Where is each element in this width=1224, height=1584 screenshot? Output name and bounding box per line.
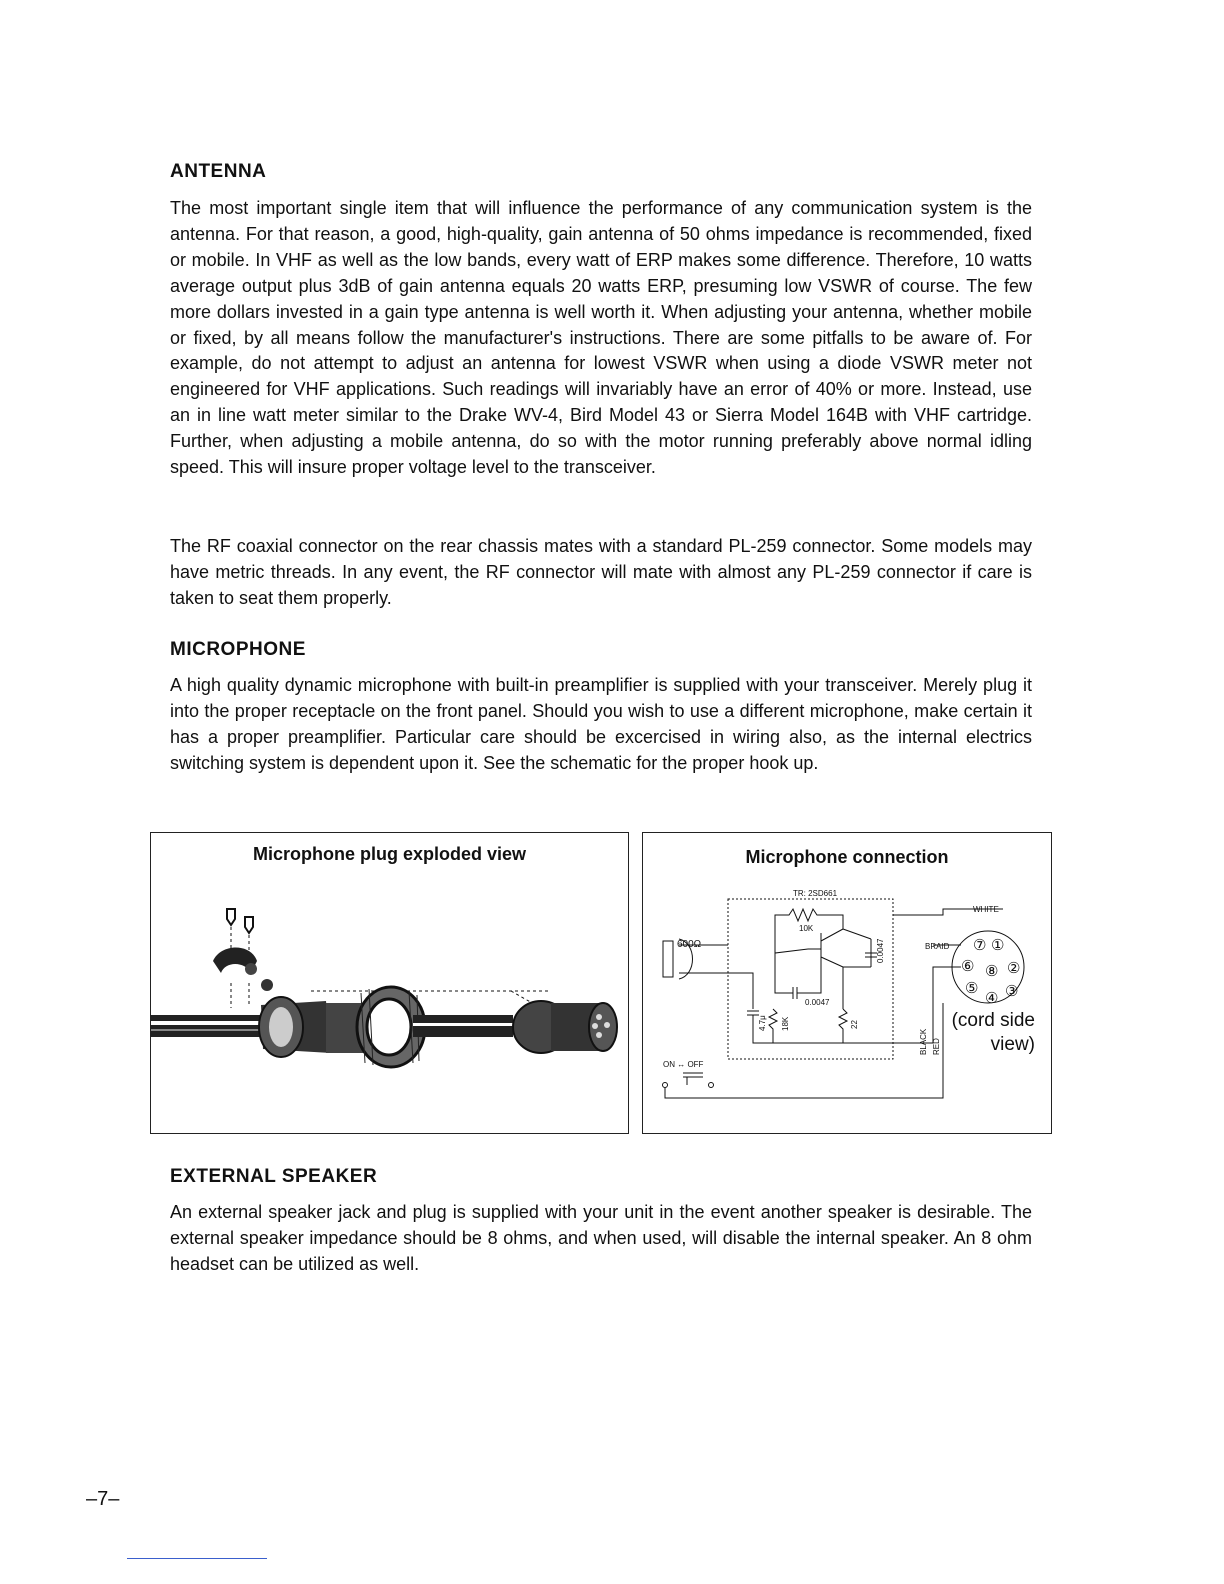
antenna-paragraph-2: The RF coaxial connector on the rear chassis mates with a standard PL-259 connector. Some models may have metric threads. In any event, the RF connector will mate with almost any PL-259 connector if care is taken to seat them properly. bbox=[170, 536, 1032, 608]
transistor-label: TR: 2SD661 bbox=[793, 889, 838, 898]
microphone-heading: MICROPHONE bbox=[170, 639, 306, 660]
cap-0047-vertical-label: 0.0047 bbox=[876, 938, 885, 963]
wire-black-label: BLACK bbox=[919, 1028, 928, 1055]
mic-schematic bbox=[643, 833, 1050, 1133]
cap-47u-label: 4.7μ bbox=[758, 1015, 767, 1031]
pin-6: ⑥ bbox=[961, 958, 975, 975]
pin-8: ⑧ bbox=[985, 963, 999, 980]
pin-5: ⑤ bbox=[965, 980, 979, 997]
wire-braid-label: BRAID bbox=[925, 942, 950, 951]
cord-note-line-2: view) bbox=[990, 1034, 1035, 1055]
external-speaker-heading: EXTERNAL SPEAKER bbox=[170, 1166, 378, 1187]
antenna-heading: ANTENNA bbox=[170, 161, 267, 182]
wire-white-label: WHITE bbox=[973, 905, 999, 914]
resistor-22-label: 22 bbox=[850, 1020, 859, 1029]
mic-connection-figure bbox=[642, 832, 1052, 1134]
pin-3: ③ bbox=[1005, 983, 1019, 1000]
switch-label: ON ↔ OFF bbox=[663, 1060, 704, 1069]
connection-figure-title: Microphone connection bbox=[745, 847, 949, 867]
pin-7: ⑦ bbox=[973, 937, 987, 954]
plug-exploded-illustration bbox=[151, 833, 627, 1133]
resistor-10k-label: 10K bbox=[799, 924, 814, 933]
pin-1: ① bbox=[991, 937, 1005, 954]
resistor-18k-label: 18K bbox=[781, 1016, 790, 1031]
cord-side-view-note bbox=[943, 1009, 1035, 1057]
cord-note-line-1: (cord side bbox=[951, 1010, 1035, 1031]
pin-4: ④ bbox=[985, 990, 999, 1007]
page-number: –7– bbox=[86, 1488, 120, 1510]
footer-rule bbox=[127, 1558, 267, 1559]
cap-0047-horizontal-label: 0.0047 bbox=[805, 998, 830, 1007]
impedance-label: 600Ω bbox=[677, 939, 702, 950]
wire-red-label: RED bbox=[932, 1038, 941, 1055]
microphone-paragraph: A high quality dynamic microphone with built-in preamplifier is supplied with your transceiver. Merely plug it into the proper receptacle on the front panel. Should you wish to use a different microphone, make certain it has a proper preamplifier. Particular care should be excercised in wiring also, as the internal electrics switching system is dependent upon it. See the schematic for the proper hook up. bbox=[170, 675, 1032, 773]
plug-exploded-figure bbox=[150, 832, 629, 1134]
antenna-paragraph-1: The most important single item that will influence the performance of any communication system is the antenna. For that reason, a good, high-quality, gain antenna of 50 ohms impedance is recommended, fixed or mobile. In VHF as well as the low bands, every watt of ERP makes some difference. Therefore, 10 watts average output plus 3dB of gain antenna equals 20 watts ERP, presuming low VSWR of course. The few more dollars invested in a gain type antenna is well worth it. When adjusting your antenna, whether mobile or fixed, by all means follow the manufacturer's instructions. There are some pitfalls to be aware of. For example, do not attempt to adjust an antenna for lowest VSWR when using a diode VSWR meter not engineered for VHF applications. Such readings will invariably have an error of 40% or more. Instead, use an in line watt meter similar to the Drake WV-4, Bird Model 43 or Sierra Model 164B with VHF cartridge. Further, when adjusting a mobile antenna, do so with the motor running preferably above normal idling speed. This will insure proper voltage level to the transceiver. bbox=[170, 198, 1032, 478]
pin-2: ② bbox=[1007, 960, 1021, 977]
external-speaker-paragraph: An external speaker jack and plug is supplied with your unit in the event another speaker is desirable. The external speaker impedance should be 8 ohms, and when used, will disable the internal speaker. An 8 ohm headset can be utilized as well. bbox=[170, 1202, 1032, 1274]
plug-figure-title: Microphone plug exploded view bbox=[252, 844, 527, 864]
